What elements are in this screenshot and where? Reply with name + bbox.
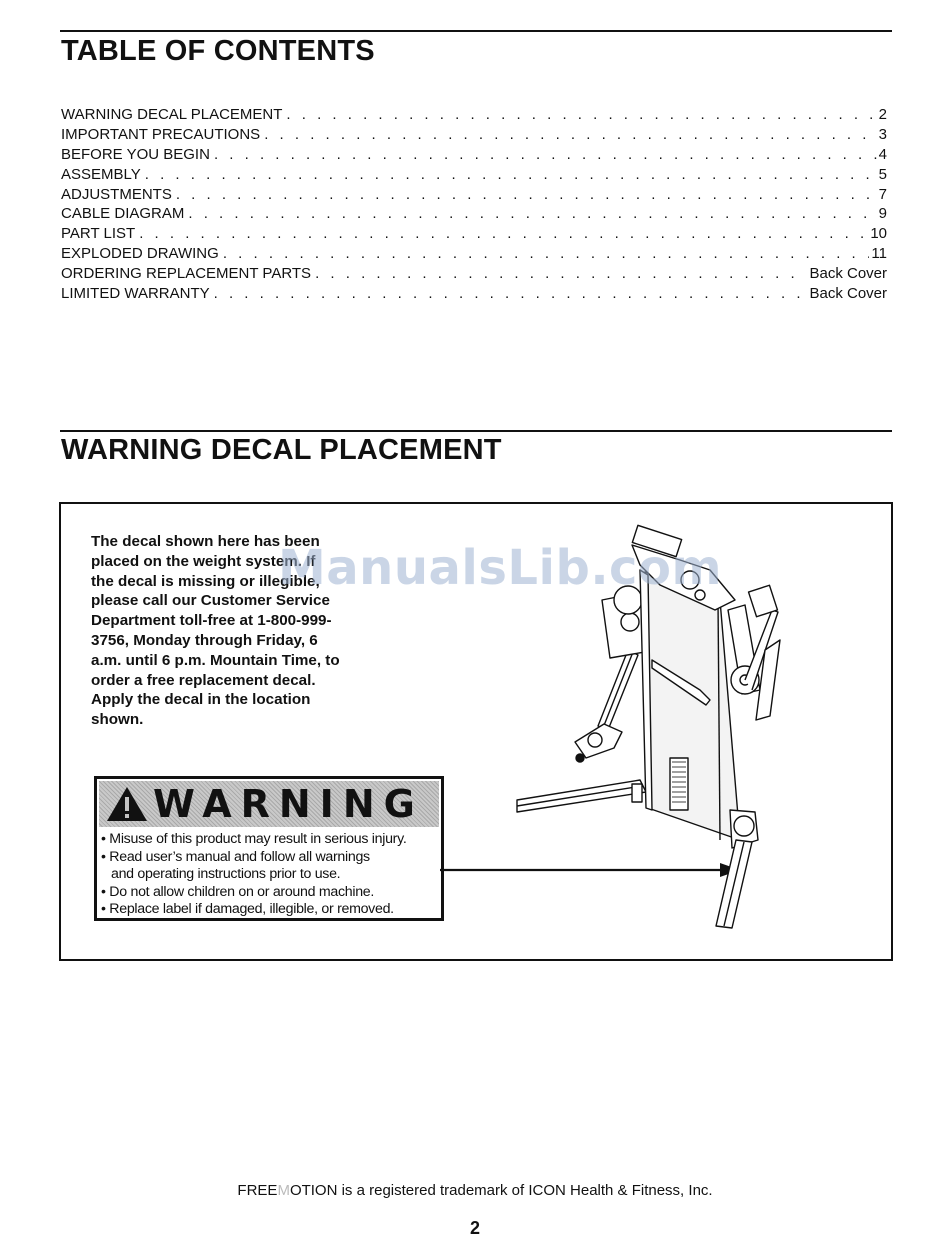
toc-entry-page: 10 [870,225,887,243]
toc-entry-title: EXPLODED DRAWING [61,245,219,263]
toc-entry-title: PART LIST [61,225,136,243]
warning-line: • Misuse of this product may result in serious injury. [101,831,407,847]
decal-section-heading: WARNING DECAL PLACEMENT [61,434,502,466]
warning-line: • Read user’s manual and follow all warnings [101,848,370,865]
toc-entry-page: Back Cover [809,285,887,303]
toc-entry-page: 3 [878,125,887,143]
trademark-notice [0,1182,950,1199]
toc-entry-title: LIMITED WARRANTY [61,285,210,303]
toc-entry-page: 5 [878,165,887,183]
toc-entry-page: 7 [878,185,887,203]
toc-entry-title: ADJUSTMENTS [61,185,172,203]
toc-entry-page: 2 [878,106,887,123]
toc-entry-page: Back Cover [809,265,887,283]
toc-entry-page: 4 [878,145,887,163]
toc-heading: TABLE OF CONTENTS [61,35,375,67]
trademark-prefix: FREE [237,1182,278,1199]
toc-entry-page: 9 [878,205,887,223]
decal-instructions: The decal shown here has been placed on the weight system. If the decal is missing or illegible, please call our Customer Service Department toll-free at 1-800-999-3756, Monday through Friday, 6 a.m. until 6 p.m. Mountain Time, to order a free replacement decal. Apply the decal in the location shown. [91,533,340,729]
toc-entry-title: CABLE DIAGRAM [61,205,185,223]
toc-entry-title: IMPORTANT PRECAUTIONS [61,125,261,143]
warning-title: WARNING [153,782,424,826]
toc-entry-page: 11 [871,245,887,263]
warning-line: • Do not allow children on or around machine. [101,883,375,900]
toc-entry-title: BEFORE YOU BEGIN [61,145,210,163]
watermark: ManualsLib.com [278,540,722,596]
toc-entry-title: ORDERING REPLACEMENT PARTS [61,265,312,283]
trademark-suffix: OTION is a registered trademark of ICON Health & Fitness, Inc. [289,1182,713,1199]
warning-line: and operating instructions prior to use. [111,866,341,883]
trademark-outline-letter: M [277,1182,290,1199]
page-number: 2 [469,1218,480,1238]
warning-line: • Replace label if damaged, illegible, or removed. [101,901,394,918]
toc-entry-title: WARNING DECAL PLACEMENT [61,106,283,123]
toc-entry-title: ASSEMBLY [61,165,141,183]
